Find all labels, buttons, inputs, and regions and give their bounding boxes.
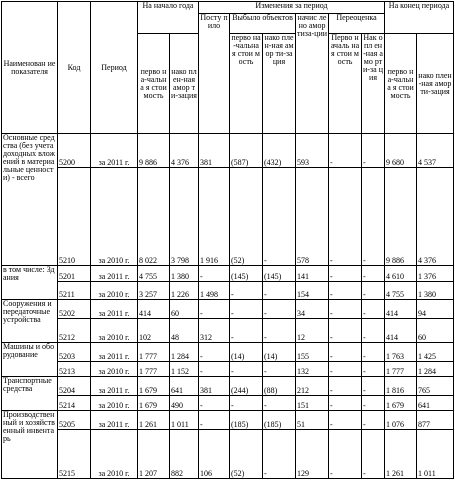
row-value: -	[263, 429, 296, 478]
row-value: 212	[296, 377, 329, 395]
row-value: 4 537	[417, 134, 454, 168]
row-value: 9 886	[385, 167, 417, 266]
row-value: 94	[417, 300, 454, 318]
row-value: 641	[417, 395, 454, 410]
row-value: 882	[170, 429, 199, 478]
row-value: -	[199, 300, 230, 318]
table-row	[2, 343, 454, 361]
row-code: 5212	[58, 318, 91, 343]
row-value: 48	[170, 318, 199, 343]
row-value: -	[362, 377, 385, 395]
row-value: 765	[417, 377, 454, 395]
row-value: -	[329, 411, 362, 429]
row-value: -	[230, 361, 263, 376]
row-value: -	[199, 266, 230, 281]
row-value: -	[230, 395, 263, 410]
header-end-initial: перво на-чальна я стои мость	[385, 34, 417, 134]
row-value: 4 610	[385, 266, 417, 281]
header-period: Период	[91, 2, 138, 134]
row-value: -	[199, 395, 230, 410]
header-rev-accum: Нак опл ен-ная амо рти-за ция	[362, 34, 385, 134]
row-value: 1 679	[138, 395, 170, 410]
row-period: за 2010 г.	[91, 429, 138, 478]
row-code: 5203	[58, 343, 91, 361]
table-row	[2, 167, 454, 266]
row-indicator-name: Транспортные средства	[2, 377, 58, 411]
row-value: -	[263, 300, 296, 318]
header-code: Код	[58, 2, 91, 134]
row-value: -	[362, 429, 385, 478]
row-value: 490	[170, 395, 199, 410]
row-value: (52)	[230, 429, 263, 478]
row-value: 154	[296, 281, 329, 299]
row-value: -	[199, 411, 230, 429]
row-value: -	[329, 281, 362, 299]
row-value: -	[362, 167, 385, 266]
row-value: (14)	[263, 343, 296, 361]
row-value: 1 284	[417, 361, 454, 376]
row-value: 4 755	[138, 266, 170, 281]
row-code: 5204	[58, 377, 91, 395]
row-period: за 2011 г.	[91, 343, 138, 361]
row-value: (145)	[263, 266, 296, 281]
row-code: 5215	[58, 429, 91, 478]
row-value: 9 680	[385, 134, 417, 168]
table-row	[2, 429, 454, 478]
row-value: 1 425	[417, 343, 454, 361]
header-start-of-year: На начало года	[138, 2, 199, 34]
row-period: за 2011 г.	[91, 411, 138, 429]
table-body	[2, 134, 454, 479]
row-value: -	[263, 281, 296, 299]
table-row	[2, 134, 454, 168]
row-period: за 2011 г.	[91, 377, 138, 395]
row-value: 1 226	[170, 281, 199, 299]
row-value: 1 152	[170, 361, 199, 376]
row-value: 1 777	[138, 361, 170, 376]
row-value: -	[329, 377, 362, 395]
row-value: (145)	[230, 266, 263, 281]
row-value: 1 816	[385, 377, 417, 395]
row-value: 132	[296, 361, 329, 376]
row-value: 381	[199, 377, 230, 395]
table-row	[2, 411, 454, 429]
table-row	[2, 281, 454, 299]
table-row	[2, 266, 454, 281]
row-value: 381	[199, 134, 230, 168]
row-value: 1 380	[170, 266, 199, 281]
row-value: 9 886	[138, 134, 170, 168]
row-value: 414	[385, 300, 417, 318]
row-indicator-name: Производственный и хозяйственный инвентарь	[2, 411, 58, 479]
row-value: 641	[170, 377, 199, 395]
row-value: 312	[199, 318, 230, 343]
row-value: -	[329, 134, 362, 168]
header-disposed-initial: перво на-чальна я стои мость	[230, 34, 263, 134]
row-period: за 2010 г.	[91, 318, 138, 343]
row-value: (185)	[263, 411, 296, 429]
row-value: 1 076	[385, 411, 417, 429]
row-value: 151	[296, 395, 329, 410]
row-value: 4 376	[417, 167, 454, 266]
row-value: -	[329, 343, 362, 361]
row-value: 1 916	[199, 167, 230, 266]
row-value: (244)	[230, 377, 263, 395]
row-value: 8 022	[138, 167, 170, 266]
row-value: 1 207	[138, 429, 170, 478]
header-end-accum: нако плен-ная амор ти-зация	[417, 34, 454, 134]
row-value: -	[362, 361, 385, 376]
row-value: -	[362, 300, 385, 318]
row-value: 414	[385, 318, 417, 343]
row-value: -	[362, 318, 385, 343]
row-value: (185)	[230, 411, 263, 429]
row-value: -	[362, 134, 385, 168]
row-value: -	[362, 266, 385, 281]
row-value: -	[329, 395, 362, 410]
row-period: за 2010 г.	[91, 167, 138, 266]
row-value: -	[329, 167, 362, 266]
row-value: 1 498	[199, 281, 230, 299]
header-disposed: Выбыло объектов	[230, 14, 296, 34]
row-value: 1 679	[385, 395, 417, 410]
row-value: -	[263, 167, 296, 266]
row-value: -	[263, 395, 296, 410]
row-value: 4 755	[385, 281, 417, 299]
header-accum-dep: нако плен-ная амор ти-зация	[170, 34, 199, 134]
row-value: 1 376	[417, 266, 454, 281]
header-revaluation: Переоценка	[329, 14, 385, 34]
row-value: (432)	[263, 134, 296, 168]
row-value: -	[362, 343, 385, 361]
row-indicator-name: Машины и оборудование	[2, 343, 58, 377]
row-value: 1 380	[417, 281, 454, 299]
row-code: 5200	[58, 134, 91, 168]
row-value: 51	[296, 411, 329, 429]
fixed-assets-table	[1, 1, 454, 479]
header-changes: Изменения за период	[199, 2, 385, 14]
row-code: 5205	[58, 411, 91, 429]
row-value: 12	[296, 318, 329, 343]
row-value: 1 777	[138, 343, 170, 361]
row-period: за 2010 г.	[91, 395, 138, 410]
row-value: -	[199, 343, 230, 361]
row-indicator-name: в том числе: Здания	[2, 266, 58, 300]
row-period: за 2011 г.	[91, 134, 138, 168]
row-period: за 2011 г.	[91, 300, 138, 318]
row-value: -	[230, 318, 263, 343]
row-value: 414	[138, 300, 170, 318]
row-value: -	[329, 318, 362, 343]
row-value: 141	[296, 266, 329, 281]
row-value: -	[329, 361, 362, 376]
row-code: 5202	[58, 300, 91, 318]
row-value: 60	[417, 318, 454, 343]
row-value: -	[362, 411, 385, 429]
header-initial-cost: перво на-чальна я стои мость	[138, 34, 170, 134]
row-value: 877	[417, 411, 454, 429]
row-value: 4 376	[170, 134, 199, 168]
row-value: -	[199, 361, 230, 376]
row-value: 60	[170, 300, 199, 318]
row-code: 5213	[58, 361, 91, 376]
row-value: (587)	[230, 134, 263, 168]
row-value: 3 798	[170, 167, 199, 266]
row-value: 1 011	[417, 429, 454, 478]
table-row	[2, 318, 454, 343]
table-row	[2, 361, 454, 376]
row-value: 1 763	[385, 343, 417, 361]
row-period: за 2010 г.	[91, 361, 138, 376]
row-value: -	[230, 300, 263, 318]
row-value: (88)	[263, 377, 296, 395]
row-value: -	[362, 395, 385, 410]
row-value: 102	[138, 318, 170, 343]
row-value: 1 284	[170, 343, 199, 361]
row-value: -	[329, 429, 362, 478]
row-value: -	[329, 266, 362, 281]
header-indicator: Наименован ие показателя	[2, 2, 58, 134]
row-value: 578	[296, 167, 329, 266]
row-code: 5210	[58, 167, 91, 266]
header-dep-charged: начис лено амор тиза-ции	[296, 14, 329, 134]
row-value: -	[263, 361, 296, 376]
row-code: 5211	[58, 281, 91, 299]
row-period: за 2010 г.	[91, 281, 138, 299]
row-value: (14)	[230, 343, 263, 361]
row-value: -	[230, 281, 263, 299]
row-value: 1 261	[138, 411, 170, 429]
row-value: 1 011	[170, 411, 199, 429]
row-value: 593	[296, 134, 329, 168]
row-value: 1 679	[138, 377, 170, 395]
row-period: за 2011 г.	[91, 266, 138, 281]
header-rev-initial: Перво началь ная стои мость	[329, 34, 362, 134]
row-value: 34	[296, 300, 329, 318]
row-value: -	[329, 300, 362, 318]
row-value: 155	[296, 343, 329, 361]
header-disposed-accum: нако плен-ная амор ти-зация	[263, 34, 296, 134]
table-row	[2, 395, 454, 410]
row-code: 5214	[58, 395, 91, 410]
row-value: 1 777	[385, 361, 417, 376]
row-value: 106	[199, 429, 230, 478]
row-value: 129	[296, 429, 329, 478]
row-indicator-name: Сооружения и передаточные устройства	[2, 300, 58, 343]
row-code: 5201	[58, 266, 91, 281]
table-row	[2, 377, 454, 395]
table-row	[2, 300, 454, 318]
row-indicator-name: Основные средства (без учета доходных вложений в материальные ценности) - всего	[2, 134, 58, 266]
row-value: 3 257	[138, 281, 170, 299]
row-value: -	[263, 318, 296, 343]
row-value: (52)	[230, 167, 263, 266]
row-value: 1 261	[385, 429, 417, 478]
row-value: -	[362, 281, 385, 299]
header-received: Посту пило	[199, 14, 230, 134]
header-end-of-period: На конец периода	[385, 2, 454, 34]
